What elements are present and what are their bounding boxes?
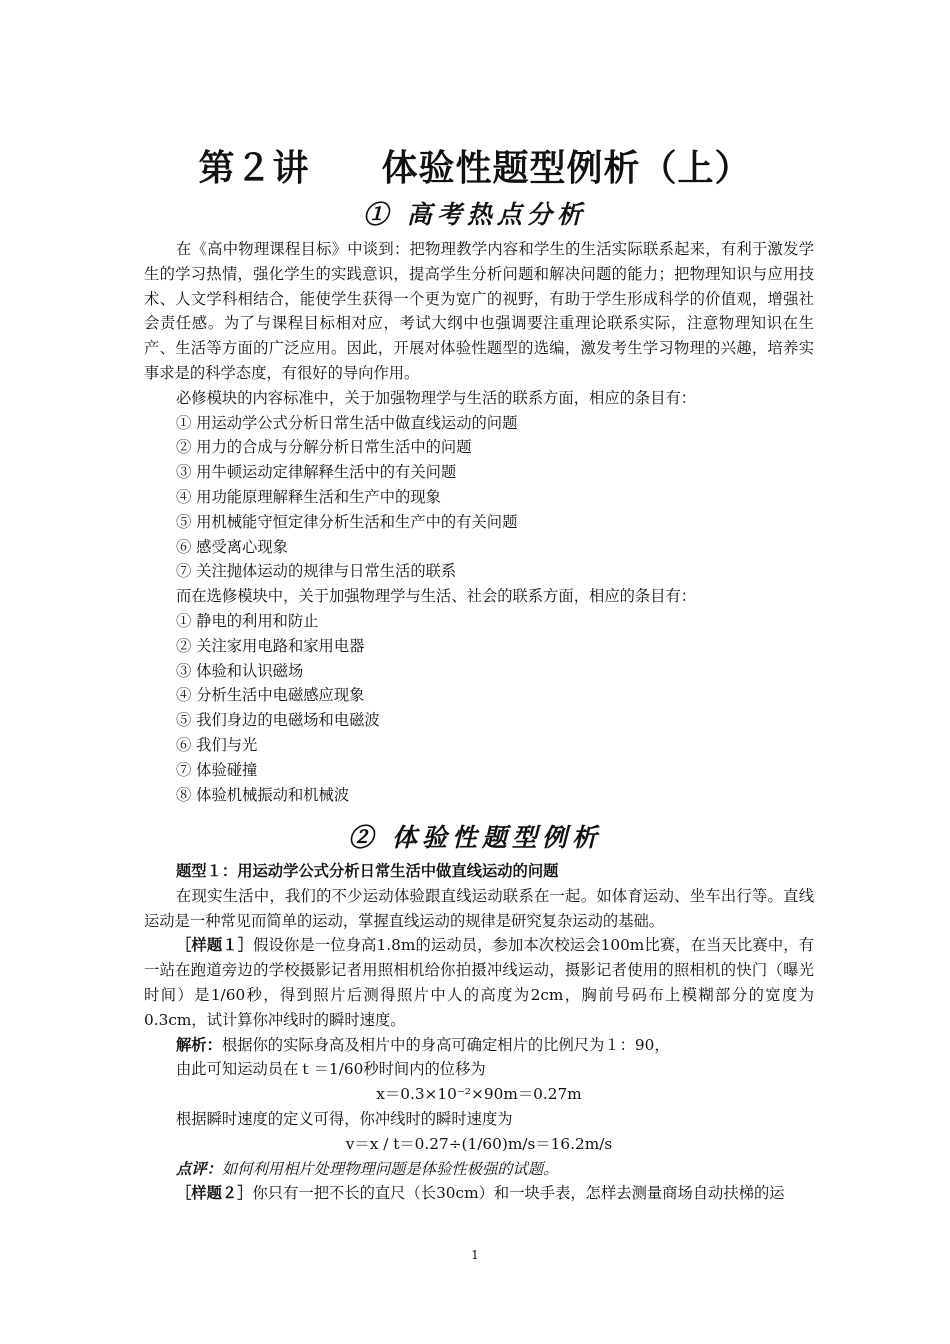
solution-line-3: 根据瞬时速度的定义可得，你冲线时的瞬时速度为: [176, 1109, 513, 1128]
equation-displacement: x＝0.3×10⁻²×90m＝0.27m: [376, 1085, 582, 1104]
list-item: ⑤ 用机械能守恒定律分析生活和生产中的有关问题: [176, 512, 518, 531]
list-item: ⑦ 体验碰撞: [176, 760, 258, 779]
page-title: [0, 140, 950, 191]
example2-label: ［样题２］: [176, 1184, 253, 1203]
comment-text: 如何利用相片处理物理问题是体验性极强的试题。: [221, 1159, 559, 1178]
hotspot-analysis-body: [144, 237, 814, 807]
section-heading-hotspots: ① 高考热点分析: [363, 200, 587, 229]
solution-line-2: 由此可知运动员在ｔ＝1/60秒时间内的位移为: [176, 1060, 486, 1079]
solution-line-1: 解析：根据你的实际身高及相片中的身高可确定相片的比例尺为１：90，: [176, 1035, 670, 1054]
list-item: ⑧ 体验机械振动和机械波: [176, 785, 350, 804]
list-item: ④ 分析生活中电磁感应现象: [176, 686, 365, 705]
comment-paragraph: [144, 1157, 814, 1182]
list-item: ④ 用功能原理解释生活和生产中的现象: [176, 487, 441, 506]
examples-body: [144, 859, 814, 1206]
example1-text: 假设你是一位身高1.8m的运动员，参加本次校运会100m比赛，在当天比赛中，有一站在跑道旁边的学校摄影记者用照相机给你拍摄冲线运动，摄影记者使用的照相机的快门（曝光时间）是1/60秒，得到照片后测得照片中人的高度为2cm，胸前号码布上模糊部分的宽度为0.3cm，试计算你冲线时的瞬时速度。: [144, 936, 814, 1029]
list-item: ⑤ 我们身边的电磁场和电磁波: [176, 711, 380, 730]
page-number: 1: [471, 1248, 479, 1262]
example1-paragraph: [144, 933, 814, 1032]
elective-intro: 而在选修模块中，关于加强物理学与生活、社会的联系方面，相应的条目有：: [176, 587, 697, 606]
comment-label: 点评：: [176, 1159, 222, 1178]
list-item: ② 关注家用电路和家用电器: [176, 636, 365, 655]
equation-velocity: v＝x / t＝0.27÷(1/60)m/s＝16.2m/s: [345, 1134, 613, 1153]
list-item: ③ 用牛顿运动定律解释生活中的有关问题: [176, 463, 457, 482]
required-intro: 必修模块的内容标准中，关于加强物理学与生活的联系方面，相应的条目有：: [176, 388, 697, 407]
example2-paragraph: [144, 1181, 814, 1206]
type1-heading: 题型１：用运动学公式分析日常生活中做直线运动的问题: [176, 862, 559, 880]
lecture-number: 第２讲: [198, 148, 310, 189]
solution-label: 解析：: [176, 1035, 222, 1054]
intro-paragraph: 在《高中物理课程目标》中谈到：把物理教学内容和学生的生活实际联系起来，有利于激发学生的学习热情，强化学生的实践意识，提高学生分析问题和解决问题的能力；把物理知识与应用技术、人文学科相结合，能使学生获得一个更为宽广的视野，有助于学生形成科学的价值观，增强社会责任感。为了与课程目标相对应，考试大纲中也强调要注重理论联系实际，注意物理知识在生产、生活等方面的广泛应用。因此，开展对体验性题型的选编，激发考生学习物理的兴趣，培养实事求是的科学态度，有很好的导向作用。: [144, 240, 814, 382]
section-heading-examples: ② 体验性题型例析: [348, 823, 602, 852]
example2-text: 你只有一把不长的直尺（长30cm）和一块手表，怎样去测量商场自动扶梯的运: [252, 1184, 785, 1203]
list-item: ⑥ 感受离心现象: [176, 537, 288, 556]
list-item: ③ 体验和认识磁场: [176, 661, 304, 680]
list-item: ① 静电的利用和防止: [176, 611, 319, 630]
example1-label: ［样题１］: [176, 936, 254, 955]
list-item: ⑥ 我们与光: [176, 735, 258, 754]
list-item: ① 用运动学公式分析日常生活中做直线运动的问题: [176, 413, 518, 432]
type1-intro: 在现实生活中，我们的不少运动体验跟直线运动联系在一起。如体育运动、坐车出行等。直线运动是一种常见而简单的运动，掌握直线运动的规律是研究复杂运动的基础。: [144, 886, 814, 930]
list-item: ⑦ 关注抛体运动的规律与日常生活的联系: [176, 562, 457, 581]
lecture-title: 体验性题型例析（上）: [381, 148, 752, 189]
list-item: ② 用力的合成与分解分析日常生活中的问题: [176, 438, 472, 457]
